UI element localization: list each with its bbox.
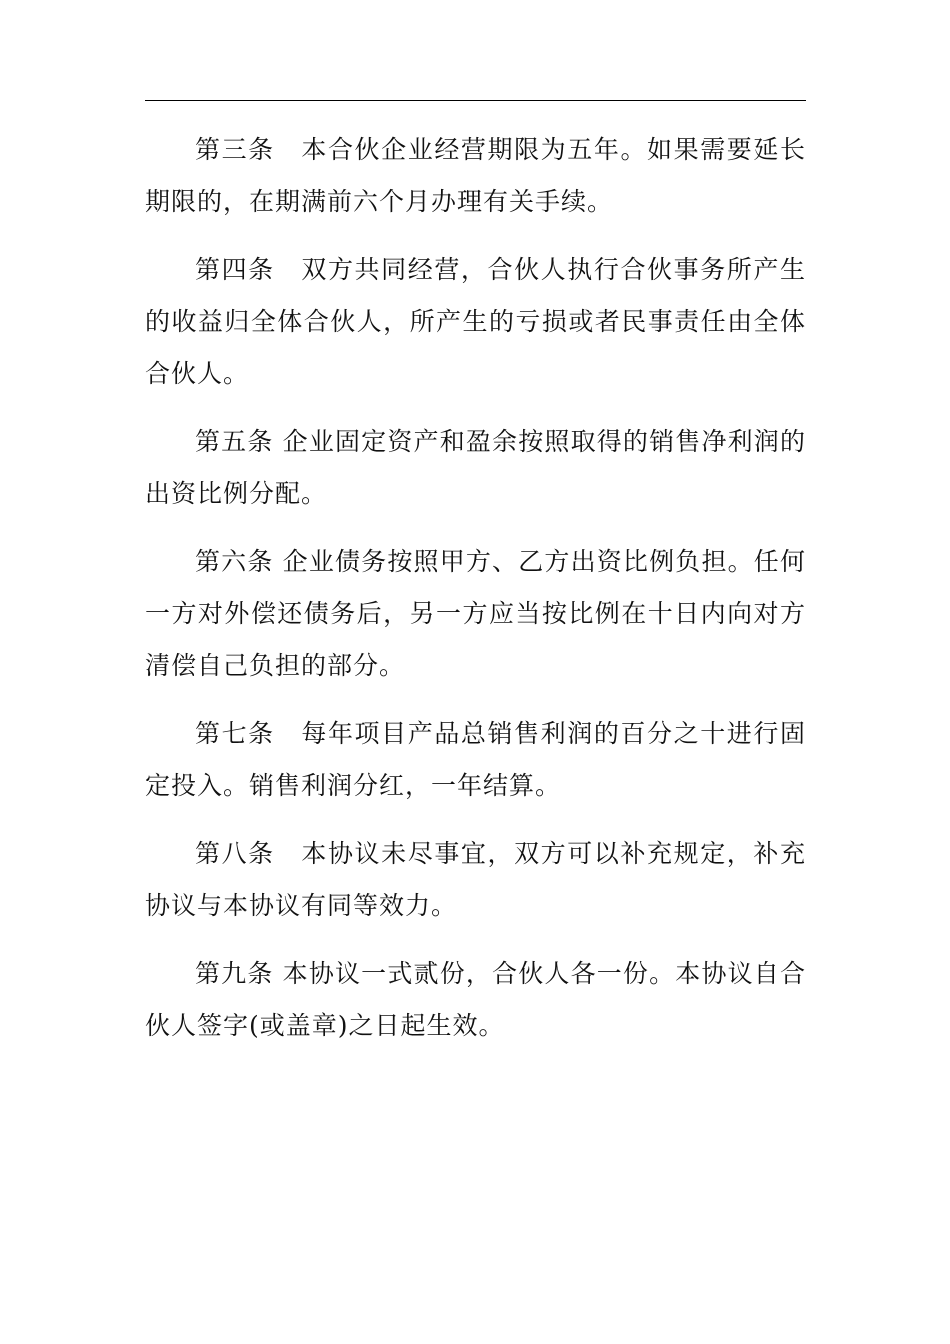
article-label: 第五条 bbox=[195, 427, 274, 456]
document-body bbox=[145, 124, 806, 1068]
article-text: 企业固定资产和盈余按照取得的销售净利润的出资比例分配。 bbox=[145, 427, 806, 508]
header-rule bbox=[145, 100, 806, 101]
article-text: 双方共同经营，合伙人执行合伙事务所产生的收益归全体合伙人，所产生的亏损或者民事责任由全体合伙人。 bbox=[145, 255, 806, 388]
article-label: 第六条 bbox=[195, 547, 274, 576]
article-text: 本协议未尽事宜，双方可以补充规定，补充协议与本协议有同等效力。 bbox=[145, 839, 806, 920]
article-label: 第七条 bbox=[195, 719, 275, 748]
article-9 bbox=[145, 948, 806, 1052]
article-label: 第四条 bbox=[195, 255, 275, 284]
article-8 bbox=[145, 828, 806, 932]
article-text: 本协议一式贰份，合伙人各一份。本协议自合伙人签字(或盖章)之日起生效。 bbox=[145, 959, 806, 1040]
article-text: 每年项目产品总销售利润的百分之十进行固定投入。销售利润分红，一年结算。 bbox=[145, 719, 806, 800]
article-text: 本合伙企业经营期限为五年。如果需要延长期限的，在期满前六个月办理有关手续。 bbox=[145, 135, 806, 216]
article-label: 第三条 bbox=[195, 135, 275, 164]
article-7 bbox=[145, 708, 806, 812]
article-6 bbox=[145, 536, 806, 692]
article-3 bbox=[145, 124, 806, 228]
article-label: 第八条 bbox=[195, 839, 275, 868]
article-text: 企业债务按照甲方、乙方出资比例负担。任何一方对外偿还债务后，另一方应当按比例在十日内向对方清偿自己负担的部分。 bbox=[145, 547, 806, 680]
article-5 bbox=[145, 416, 806, 520]
article-label: 第九条 bbox=[195, 959, 274, 988]
article-4 bbox=[145, 244, 806, 400]
